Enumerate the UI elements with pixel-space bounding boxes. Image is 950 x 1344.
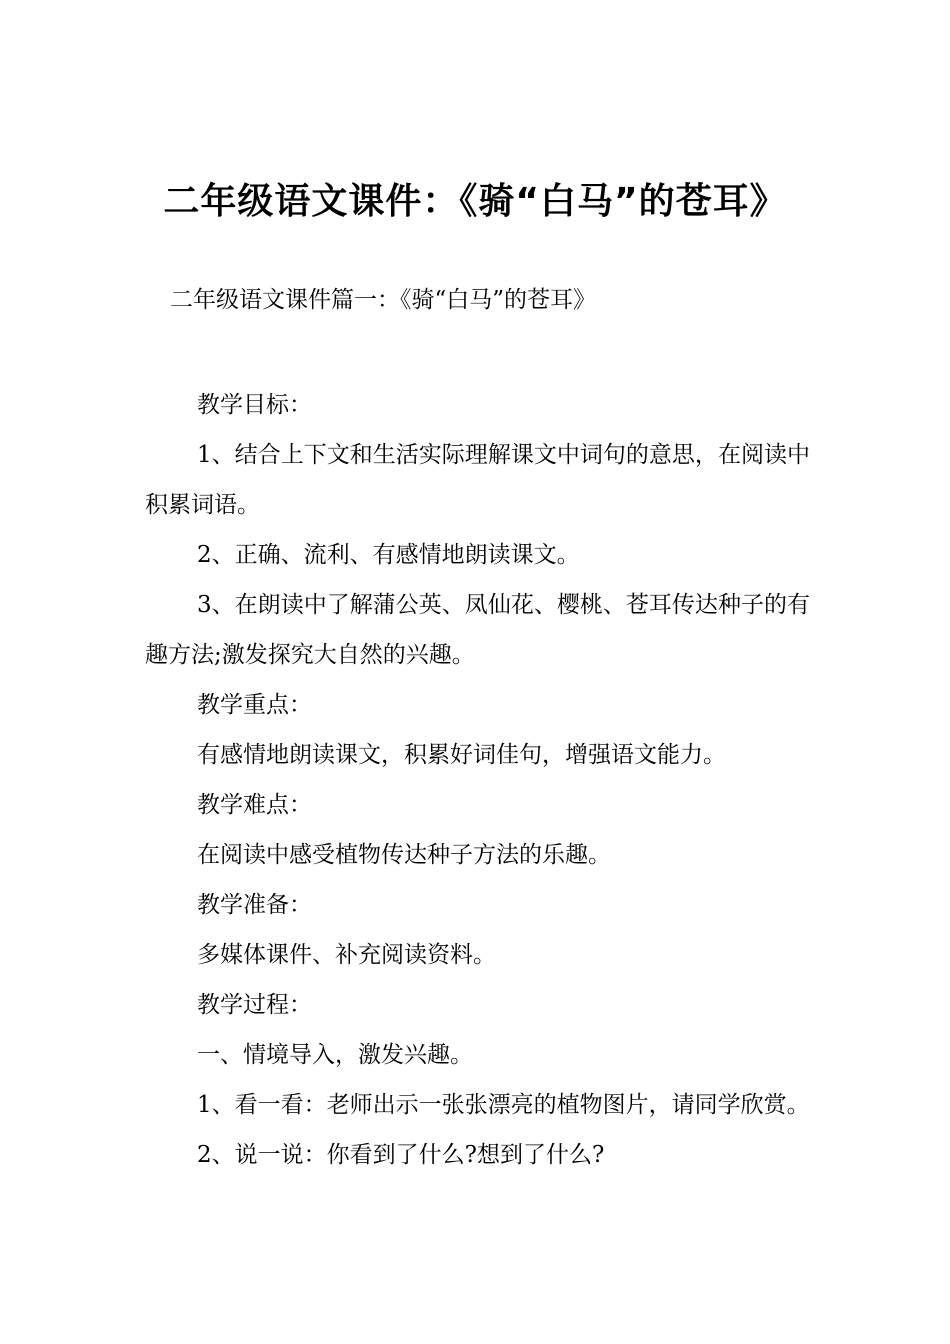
goal-item-2: 2、正确、流利、有感情地朗读课文。	[197, 542, 580, 568]
heading-teaching-difficulty: 教学难点：	[197, 792, 312, 818]
goal-item-1: 1、结合上下文和生活实际理解课文中词句的意思，在阅读中积累词语。	[145, 442, 810, 518]
heading-teaching-goals: 教学目标：	[197, 392, 312, 418]
document-title: 二年级语文课件：《骑“白马”的苍耳》	[163, 181, 787, 222]
teaching-difficulty-text: 在阅读中感受植物传达种子方法的乐趣。	[197, 842, 611, 868]
teaching-focus-text: 有感情地朗读课文，积累好词佳句，增强语文能力。	[197, 742, 726, 768]
teaching-preparation-text: 多媒体课件、补充阅读资料。	[197, 942, 496, 968]
document-body	[145, 380, 810, 1180]
process-step-1: 一、情境导入，激发兴趣。	[197, 1042, 473, 1068]
heading-teaching-preparation: 教学准备：	[197, 892, 312, 918]
process-item-look: 1、看一看：老师出示一张张漂亮的植物图片，请同学欣赏。	[197, 1092, 810, 1118]
section-subtitle: 二年级语文课件篇一：《骑“白马”的苍耳》	[170, 287, 597, 313]
goal-item-3: 3、在朗读中了解蒲公英、凤仙花、樱桃、苍耳传达种子的有趣方法;激发探究大自然的兴趣。	[145, 592, 810, 668]
heading-teaching-process: 教学过程：	[197, 992, 312, 1018]
heading-teaching-focus: 教学重点：	[197, 692, 312, 718]
process-item-say: 2、说一说：你看到了什么?想到了什么?	[197, 1142, 605, 1168]
